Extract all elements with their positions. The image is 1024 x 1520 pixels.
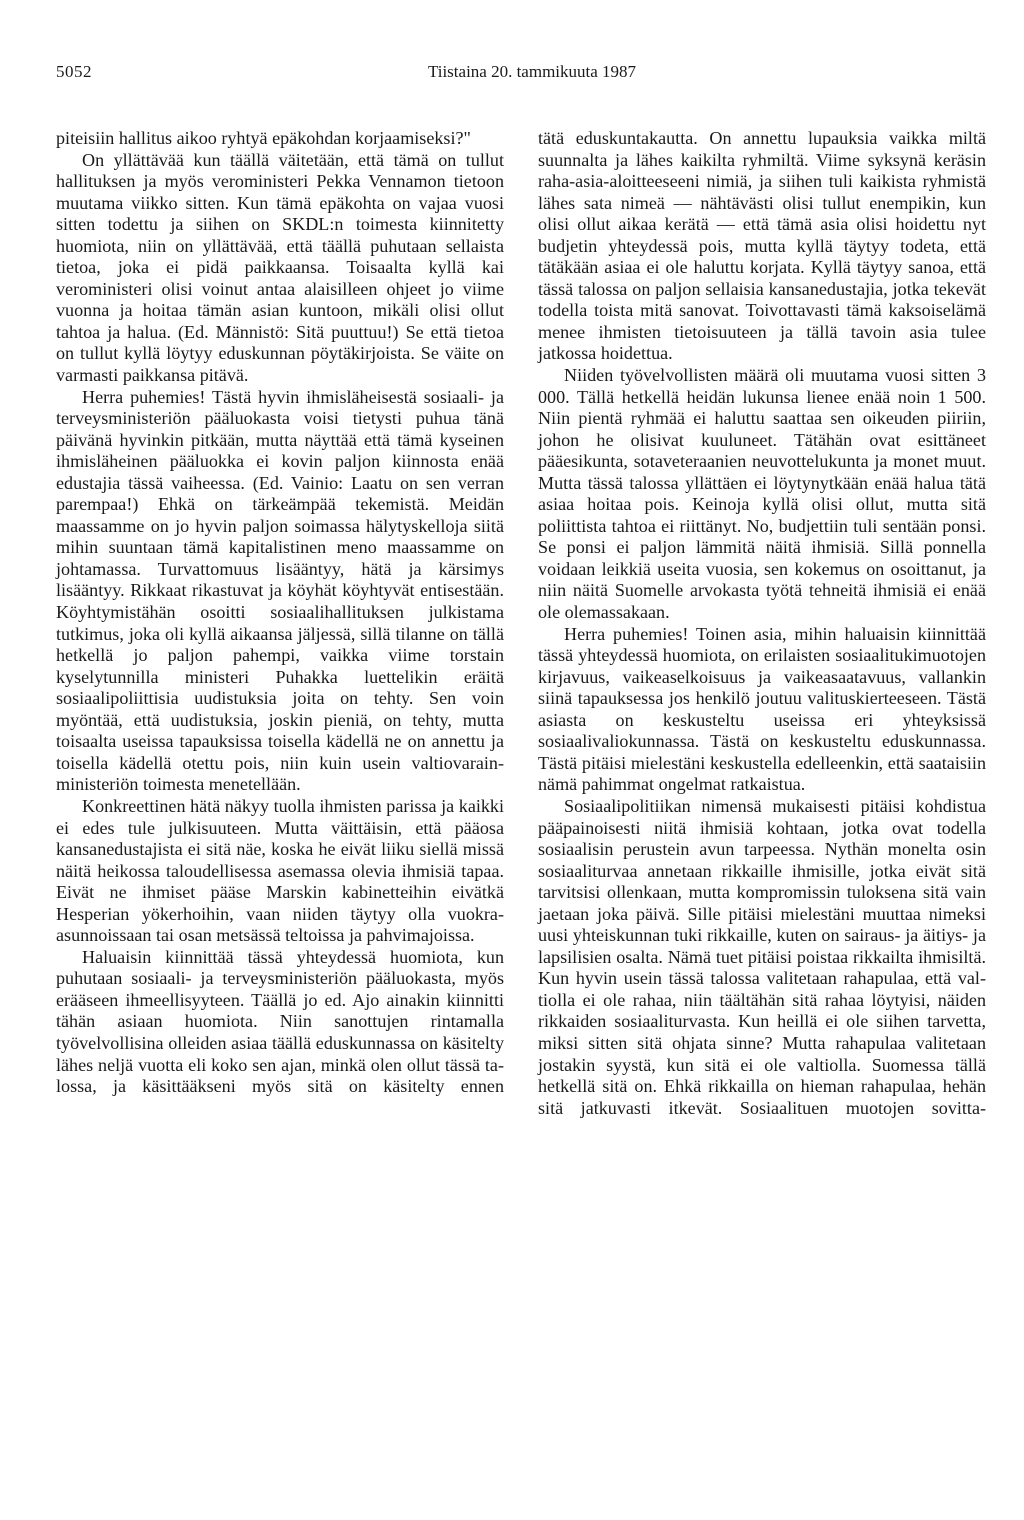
- paragraph: Herra puhemies! Tästä hyvin ihmisläheisestä sosiaali- ja terveysministeriön pääluokasta voisi tietysti puhua tänä päivänä hyvinkin pitkään, mutta näyttää että tämä kyseinen ihmisläheinen pääluokka ei kovin paljon kiinnosta enää edustajia tässä vaiheessa. (Ed. Vainio: Laatu on sen verran parempaa!) Ehkä on tärkeämpää tekemistä. Meidän maassamme on jo hyvin paljon soimassa hälytyskelloja siitä mihin suuntaan tämä kapitalistinen meno maassamme on johtamassa. Turvattomuus lisääntyy, hätä ja kärsimys lisääntyy. Rikkaat rikastuvat ja köyhät köyhtyvät entisestään. Köyhtymistähän osoitti sosiaalihallituksen julkistama tutkimus, joka oli kyllä aikaansa jäljessä, sillä tilanne on tällä hetkellä jo paljon pahempi, vaikka viime torstain kyselytunnilla ministeri Puhakka luettelikin eräitä sosiaalipoliittisia uudistuksia joita on tehty. Sen voin myöntää, että uudistuksia, joskin pieniä, on tehty, mutta toisaalta useissa tapauksissa toisella kädellä ne on annettu ja toisella kädellä otettu pois, niin kuin usein valtiovarainministeriön toimesta menetellään.: [56, 386, 504, 795]
- paragraph: Herra puhemies! Toinen asia, mihin haluaisin kiinnittää tässä yhteydessä huomiota, on erilaisten sosiaalitukimuotojen kirjavuus, vaikeaselkoisuus ja vaikeasaatavuus, vallankin siinä tapauksessa jos henkilö joutuu valituskierteeseen. Tästä asiasta on keskusteltu useissa eri yhteyksissä sosiaalivaliokunnassa. Tästä on keskusteltu eduskunnassa. Tästä pitäisi mielestäni keskustella edelleenkin, että saataisiin nämä pahimmat ongelmat ratkaistua.: [538, 623, 986, 795]
- paragraph: tätä eduskuntakautta. On annettu lupauksia vaikka miltä suunnalta ja lähes kaikilta ryhmiltä. Viime syksynä keräsin raha-asia-aloitteeseeni nimiä, ja siihen tuli kaikista ryhmistä lähes sata nimeä — nähtävästi olisi tullut enempikin, kun olisi ollut aikaa kerätä — että tämä asia olisi hoidettu nyt budjetin yhteydessä pois, mutta kyllä täytyy todeta, että tätäkään asiaa ei ole haluttu korjata. Kyllä täytyy sanoa, että tässä talossa on paljon sellaisia kansanedustajia, jotka tekevät todella toista mitä sanovat. Toivottavasti tämä kaksoiselämä menee ihmisten tietoisuuteen ja tällä tavoin asia tulee jatkossa hoidettua.: [538, 128, 986, 364]
- paragraph: piteisiin hallitus aikoo ryhtyä epäkohdan korjaamiseksi?": [56, 128, 471, 148]
- paragraph: Haluaisin kiinnittää tässä yhteydessä huomiota, kun puhutaan sosiaali- ja terveysministeriön pääluokasta, myös erääseen ihmeellisyyteen. Täällä jo ed. Ajo ainakin kiinnitti tähän asiaan huomiota. Niin sanottujen rintamalla työvelvollisina olleiden asiaa täällä eduskunnassa on käsitelty lähes neljä vuotta eli koko sen ajan, minkä olen ollut tässä talossa, ja käsittääkseni myös sitä on käsitelty ennen: [56, 946, 504, 1097]
- paragraph: Sosiaalipolitiikan nimensä mukaisesti pitäisi kohdistua pääpainoisesti niitä ihmisiä kohtaan, jotka ovat todella sosiaalisin perustein avun tarpeessa. Nythän monelta osin sosiaaliturvaa annetaan rikkaille ihmisille, jotka eivät sitä tarvitsisi ollenkaan, mutta kompromissin tuloksena sitä vain jaetaan joka päivä. Sille pitäisi mielestäni muuttaa nimeksi uusi yhteiskunnan tuki rikkaille, kuten on sairaus- ja äitiys- ja lapsilisien osalta. Nämä tuet pitäisi poistaa rikkailta ihmisiltä. Kun hyvin usein tässä talossa valitetaan rahapulaa, että valtiolla ei ole rahaa, niin täältähän sitä rahaa löytyisi, näiden rikkaiden sosiaaliturvasta. Kun heillä ei ole siihen tarvetta, miksi sitten sitä ohjata sinne? Mutta rahapulaa valitetaan jostakin syystä, kun sitä ei ole valtiolla. Suomessa tällä hetkellä sitä on. Ehkä rikkailla on hieman rahapulaa, hehän sitä jatkuvasti itkevät. Sosiaalituen muotojen sovitta-: [538, 795, 986, 1118]
- left-column: [56, 128, 504, 1098]
- paragraph: Konkreettinen hätä näkyy tuolla ihmisten parissa ja kaikki ei edes tule julkisuuteen. Mutta väittäisin, että pääosa kansanedustajista ei sitä näe, koska he eivät liiku siellä missä näitä heikossa taloudellisessa asemassa olevia ihmisiä tapaa. Eivät ne ihmiset pääse Marskin kabinetteihin eivätkä Hesperian yökerhoihin, vaan niiden täytyy olla vuokra-asunnoissaan tai osan metsässä teltoissa ja pahvimajoissa.: [56, 795, 504, 946]
- running-head-date: Tiistaina 20. tammikuuta 1987: [427, 62, 637, 81]
- right-column: [538, 128, 986, 1119]
- paragraph: On yllättävää kun täällä väitetään, että tämä on tullut hallituksen ja myös verоministeri Pekka Vennamon tietoon muutama viikko sitten. Kun tämä epäkohta on vajaa vuosi sitten todettu ja siihen on SKDL:n toimesta kiinnitetty huomiota, niin on yllättävää, että täällä puhutaan sellaista tietoa, joka ei pidä paikkaansa. Toisaalta kyllä kai verоministeri olisi voinut antaa alaisilleen ohjeet jo viime vuonna ja hoitaa tämän asian kuntoon, mikäli olisi ollut tahtoa ja halua. (Ed. Männistö: Sitä puuttuu!) Se että tietoa on tullut kyllä löytyy eduskunnan pöytäkirjoista. Se väite on varmasti paikkansa pitävä.: [56, 149, 504, 386]
- page-number: 5052: [56, 62, 92, 81]
- paragraph: Niiden työvelvollisten määrä oli muutama vuosi sitten 3 000. Tällä hetkellä heidän lukunsa lienee enää noin 1 500. Niin pientä ryhmää ei haluttu saattaa sen oikeuden piiriin, johon he olisivat kuuluneet. Tätähän ovat esittäneet pääesikunta, sotaveteraanien neuvottelukunta ja monet muut. Mutta tässä talossa yllättäen ei löytynytkään enää halua tätä asiaa hoitaa pois. Keinoja kyllä olisi ollut, mutta sitä poliittista tahtoa ei riittänyt. No, budjettiin tuli sentään ponsi. Se ponsi ei paljon lämmitä näitä ihmisiä. Sillä ponnella voidaan leikkiä useita vuosia, sen kokemus on osoittanut, ja niin näitä Suomelle arvokasta työtä tehneitä ihmisiä ei enää ole olemassakaan.: [538, 365, 986, 623]
